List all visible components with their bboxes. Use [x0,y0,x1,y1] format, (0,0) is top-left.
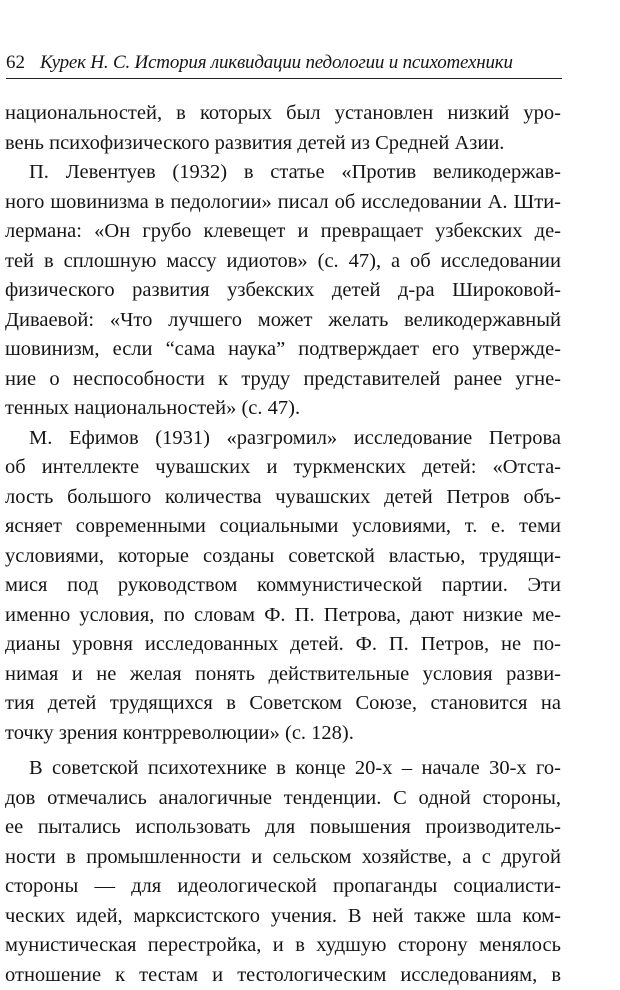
text-line: дов отмечались аналогичные тенденции. С одной стороны, [5,784,561,814]
text-line: стороны — для идеологической пропаганды социалисти- [5,872,561,902]
text-line: вень психофизического развития детей из Средней Азии. [5,129,561,159]
page-number: 62 [6,48,25,78]
text-line: мунистическая перестройка, и в худшую сторону менялось [5,931,561,961]
text-line: ного шовинизма в педологии» писал об исследовании А. Шти- [5,188,561,218]
text-line: тия детей трудящихся в Советском Союзе, становится на [5,689,561,719]
text-line: национальностей, в которых был установлен низкий уро- [5,99,561,129]
text-line: мися под руководством коммунистической партии. Эти [5,571,561,601]
text-line: лость большого количества чувашских детей Петров объ- [5,483,561,513]
text-line: физического развития узбекских детей д-ра Широковой- [5,276,561,306]
text-line: нимая и не желая понять действительные условия разви- [5,660,561,690]
text-line: ние о неспособности к труду представителей ранее угне- [5,365,561,395]
running-title: Курек Н. С. История ликвидации педологии и психотехники [40,48,513,78]
text-line: ности в промышленности и сельском хозяйстве, а с другой [5,843,561,873]
text-line: П. Левентуев (1932) в статье «Против великодержав- [5,158,561,188]
text-line: шовинизм, если “сама наука” подтверждает его утвержде- [5,335,561,365]
text-line: Диваевой: «Что лучшего может желать великодержавный [5,306,561,336]
paragraph-4 [5,754,561,990]
paragraph-3 [5,424,561,749]
text-line: лермана: «Он грубо клевещет и превращает узбекских де- [5,217,561,247]
text-line: отношение к тестам и тестологическим исследованиям, в [5,961,561,990]
text-line: точку зрения контрреволюции» (с. 128). [5,719,561,749]
text-line: именно условия, по словам Ф. П. Петрова, дают низкие ме- [5,601,561,631]
paragraph-2 [5,158,561,424]
text-line: В советской психотехнике в конце 20-х – начале 30-х го- [5,754,561,784]
text-line: условиями, которые созданы советской властью, трудящи- [5,542,561,572]
text-line: М. Ефимов (1931) «разгромил» исследование Петрова [5,424,561,454]
paragraph-1 [5,99,561,158]
text-line: тей в сплошную массу идиотов» (с. 47), а об исследовании [5,247,561,277]
text-line: ясняет современными социальными условиями, т. е. теми [5,512,561,542]
text-line: дианы уровня исследованных детей. Ф. П. Петров, не по- [5,630,561,660]
text-line: тенных национальностей» (с. 47). [5,394,561,424]
text-line: ее пытались использовать для повышения производитель- [5,813,561,843]
text-line: ческих идей, марксистского учения. В ней также шла ком- [5,902,561,932]
body-text [5,99,561,990]
running-header [6,48,562,79]
text-line: об интеллекте чувашских и туркменских детей: «Отста- [5,453,561,483]
